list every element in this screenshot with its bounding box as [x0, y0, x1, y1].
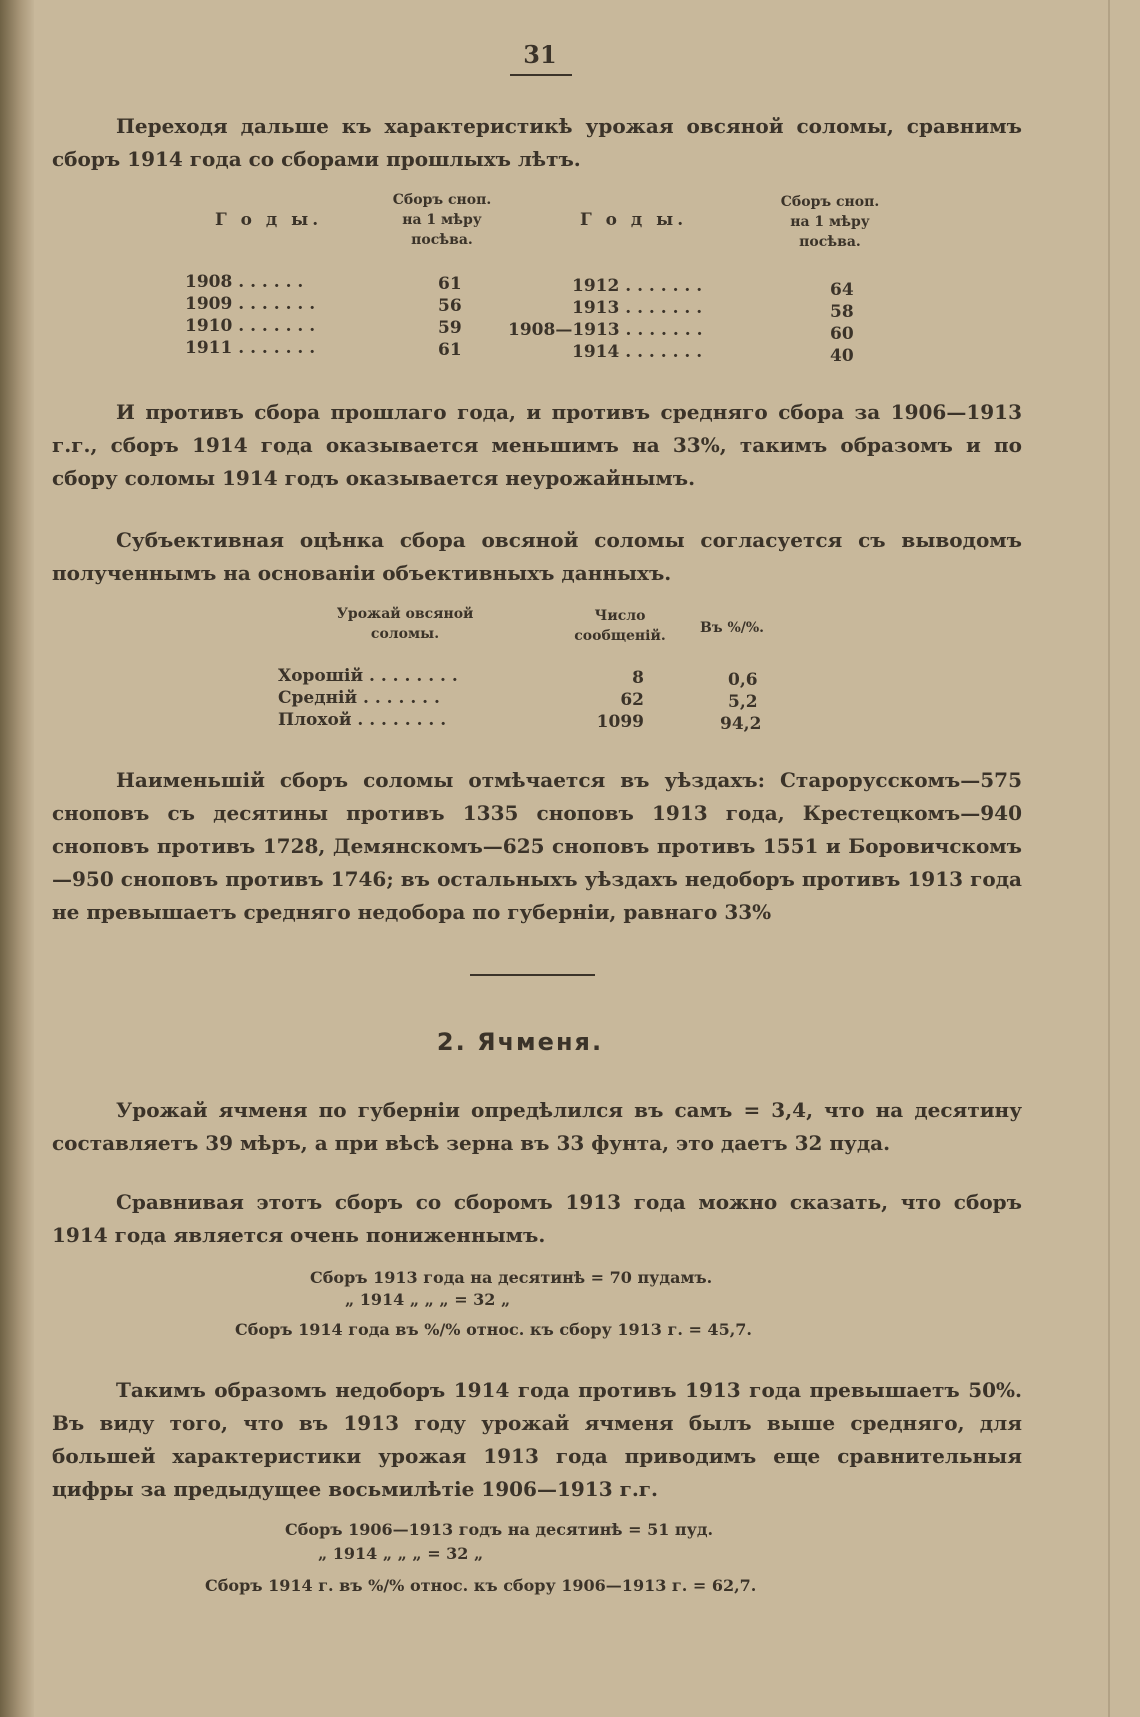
table2-header-crop-line1: Урожай овсяной: [336, 606, 474, 622]
table1-row-value: 40: [830, 346, 854, 366]
table1-header-years-right: Г о д ы.: [580, 210, 688, 230]
table2-header-pct: Въ %/%.: [700, 620, 765, 636]
paragraph-straw-conclusion: И противъ сбора прошлаго года, и противъ средняго сбора за 1906—1913 г.г., сборъ 1914 года оказывается меньшимъ на 33%, такимъ образомъ и по сбору соломы 1914 годъ оказывается неурожайнымъ.: [52, 400, 1022, 490]
table1-header-sbor-line2: на 1 мѣру: [402, 212, 482, 228]
table2-row-count: 62: [620, 690, 644, 710]
table1-header-sbor-right-line3: посѣва.: [799, 234, 861, 250]
table1-row-value: 61: [438, 274, 462, 294]
paragraph-lowest-yields: Наименьшiй сборъ соломы отмѣчается въ уѣздахъ: Старорусскомъ—575 сноповъ съ десятины противъ 1335 сноповъ 1913 года, Крестецкомъ—940 сноповъ противъ 1728, Демянскомъ—625 сноповъ противъ 1551 и Боровичскомъ—950 сноповъ противъ 1746; въ остальныхъ уѣздахъ недоборъ противъ 1913 года не превышаетъ средняго недобора по губернiи, равнаго 33%: [52, 768, 1022, 924]
table1-row-year: 1908—1913 . . . . . . .: [508, 320, 703, 340]
table2-header-count-line2: сообщенiй.: [574, 628, 666, 644]
equation-avg-line2: „ 1914 „ „ „ = 32 „: [318, 1544, 484, 1563]
paragraph-barley-yield: Урожай ячменя по губернiи опредѣлился въ самъ = 3,4, что на десятину составляетъ 39 мѣръ, а при вѣсѣ зерна въ 33 фунта, это даетъ 32 пуда.: [52, 1098, 1022, 1155]
table1-header-sbor-line3: посѣва.: [411, 232, 473, 248]
table1-row-value: 64: [830, 280, 854, 300]
section-title-barley: 2. Ячменя.: [436, 1028, 604, 1056]
table1-row-value: 60: [830, 324, 854, 344]
page-number: 31: [523, 40, 557, 69]
table1-row-year: 1912 . . . . . . .: [572, 276, 703, 296]
table1-row-year: 1913 . . . . . . .: [572, 298, 703, 318]
table1-row-year: 1909 . . . . . . .: [185, 294, 316, 314]
table1-row-value: 56: [438, 296, 462, 316]
equation-1913-line3: Сборъ 1914 года въ %/% относ. къ сбору 1913 г. = 45,7.: [235, 1320, 752, 1339]
table1-header-sbor-right: [760, 192, 900, 252]
paragraph-barley-shortfall: Такимъ образомъ недоборъ 1914 года противъ 1913 года превышаетъ 50%. Въ виду того, что въ 1913 году урожай ячменя былъ выше средняго, для большей характеристики урожая 1913 года приводимъ еще сравнительныя цифры за предыдущее восьмилѣтiе 1906—1913 г.г.: [52, 1378, 1022, 1501]
table1-row-value: 58: [830, 302, 854, 322]
equation-1913-line1: Сборъ 1913 года на десятинѣ = 70 пудамъ.: [310, 1268, 713, 1287]
table1-header-sbor-right-line1: Сборъ сноп.: [780, 194, 880, 210]
table2-row-label: Хорошiй . . . . . . . .: [278, 666, 458, 686]
table1-header-years-left: Г о д ы.: [215, 210, 323, 230]
table2-row-count: 8: [632, 668, 644, 688]
table1-row-value: 61: [438, 340, 462, 360]
table2-row-pct: 0,6: [728, 670, 758, 690]
table1-row-year: 1914 . . . . . . .: [572, 342, 703, 362]
table2-row-pct: 5,2: [728, 692, 758, 712]
table1-row-year: 1911 . . . . . . .: [185, 338, 316, 358]
equation-1913-line2: „ 1914 „ „ „ = 32 „: [345, 1290, 511, 1309]
table2-header-crop: [310, 604, 500, 644]
paragraph-barley-comparison: Сравнивая этотъ сборъ со сборомъ 1913 года можно сказать, что сборъ 1914 года является очень пониженнымъ.: [52, 1190, 1022, 1247]
table2-header-count-line1: Число: [594, 608, 646, 624]
table2-header-crop-line2: соломы.: [370, 626, 440, 642]
book-spine-shadow: [0, 0, 34, 1717]
page-edge: [1108, 0, 1110, 1717]
table2-row-label: Плохой . . . . . . . .: [278, 710, 447, 730]
table1-header-sbor-right-line2: на 1 мѣру: [790, 214, 870, 230]
table2-header-count: [560, 606, 680, 646]
table1-header-sbor-left: [372, 190, 512, 250]
table2-row-count: 1099: [596, 712, 644, 732]
section-divider: [470, 974, 595, 976]
equation-avg-line1: Сборъ 1906—1913 годъ на десятинѣ = 51 пуд.: [285, 1520, 714, 1539]
table1-row-year: 1908 . . . . . .: [185, 272, 304, 292]
table2-row-pct: 94,2: [720, 714, 762, 734]
table1-row-value: 59: [438, 318, 462, 338]
table1-header-sbor-line1: Сборъ сноп.: [392, 192, 492, 208]
equation-avg-line3: Сборъ 1914 г. въ %/% относ. къ сбору 1906—1913 г. = 62,7.: [205, 1576, 757, 1595]
paragraph-intro-straw: Переходя дальше къ характеристикѣ урожая овсяной соломы, сравнимъ сборъ 1914 года со сборами прошлыхъ лѣтъ.: [52, 114, 1022, 171]
paragraph-subjective-assessment: Субъективная оцѣнка сбора овсяной соломы согласуется съ выводомъ полученнымъ на основанiи объективныхъ данныхъ.: [52, 528, 1022, 585]
page-number-underline: [510, 74, 572, 76]
table1-row-year: 1910 . . . . . . .: [185, 316, 316, 336]
table2-row-label: Среднiй . . . . . . .: [278, 688, 440, 708]
